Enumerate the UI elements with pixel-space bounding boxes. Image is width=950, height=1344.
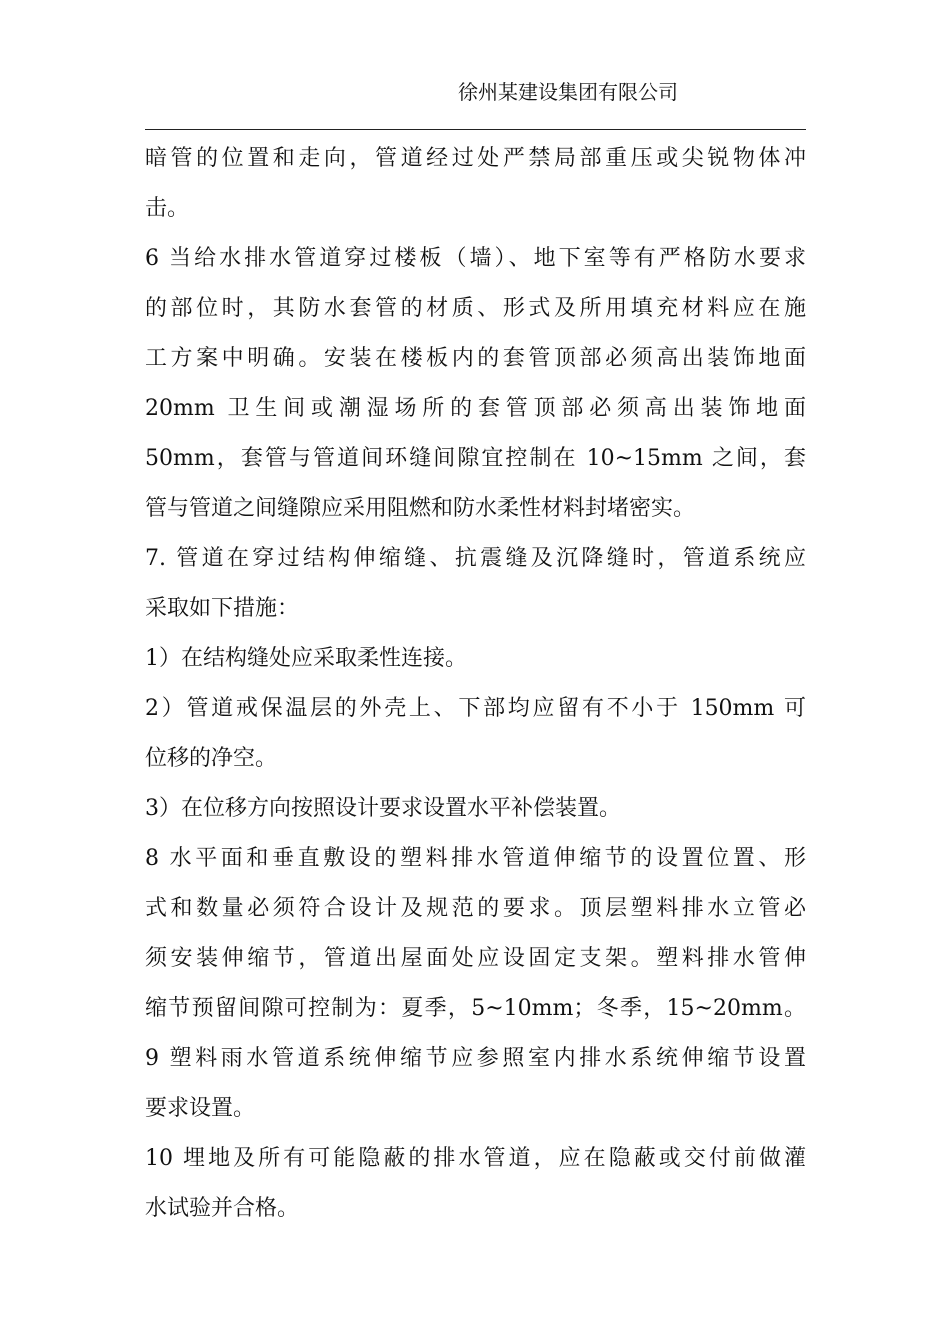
header-divider [145,129,806,130]
text-line: 10 埋地及所有可能隐蔽的排水管道，应在隐蔽或交付前做灌 [145,1146,806,1171]
text-line: 1）在结构缝处应采取柔性连接。 [145,646,467,671]
text-line: 缩节预留间隙可控制为：夏季，5~10mm；冬季，15~20mm。 [145,996,806,1021]
text-line: 50mm，套管与管道间环缝间隙宜控制在 10~15mm 之间，套 [145,446,806,471]
text-line: 采取如下措施： [145,596,300,621]
text-line: 要求设置。 [145,1096,256,1121]
page-header-company: 徐州某建设集团有限公司 [458,80,678,104]
text-line: 8 水平面和垂直敷设的塑料排水管道伸缩节的设置位置、形 [145,846,806,871]
text-line: 工方案中明确。安装在楼板内的套管顶部必须高出装饰地面 [145,346,806,371]
text-line: 管与管道之间缝隙应采用阻燃和防水柔性材料封堵密实。 [145,496,696,521]
text-line: 2）管道戒保温层的外壳上、下部均应留有不小于 150mm 可 [145,696,806,721]
text-line: 9 塑料雨水管道系统伸缩节应参照室内排水系统伸缩节设置 [145,1046,806,1071]
text-line: 水试验并合格。 [145,1196,300,1221]
text-line: 位移的净空。 [145,746,278,771]
text-line: 暗管的位置和走向，管道经过处严禁局部重压或尖锐物体冲 [145,146,806,171]
text-line: 3）在位移方向按照设计要求设置水平补偿装置。 [145,796,621,821]
text-line: 式和数量必须符合设计及规范的要求。顶层塑料排水立管必 [145,896,806,921]
text-line: 的部位时，其防水套管的材质、形式及所用填充材料应在施 [145,296,806,321]
document-body [145,134,806,1234]
text-line: 击。 [145,196,190,221]
text-line: 7. 管道在穿过结构伸缩缝、抗震缝及沉降缝时，管道系统应 [145,546,806,571]
text-line: 6 当给水排水管道穿过楼板（墙）、地下室等有严格防水要求 [145,246,806,271]
text-line: 20mm 卫生间或潮湿场所的套管顶部必须高出装饰地面 [145,396,806,421]
text-line: 须安装伸缩节，管道出屋面处应设固定支架。塑料排水管伸 [145,946,806,971]
